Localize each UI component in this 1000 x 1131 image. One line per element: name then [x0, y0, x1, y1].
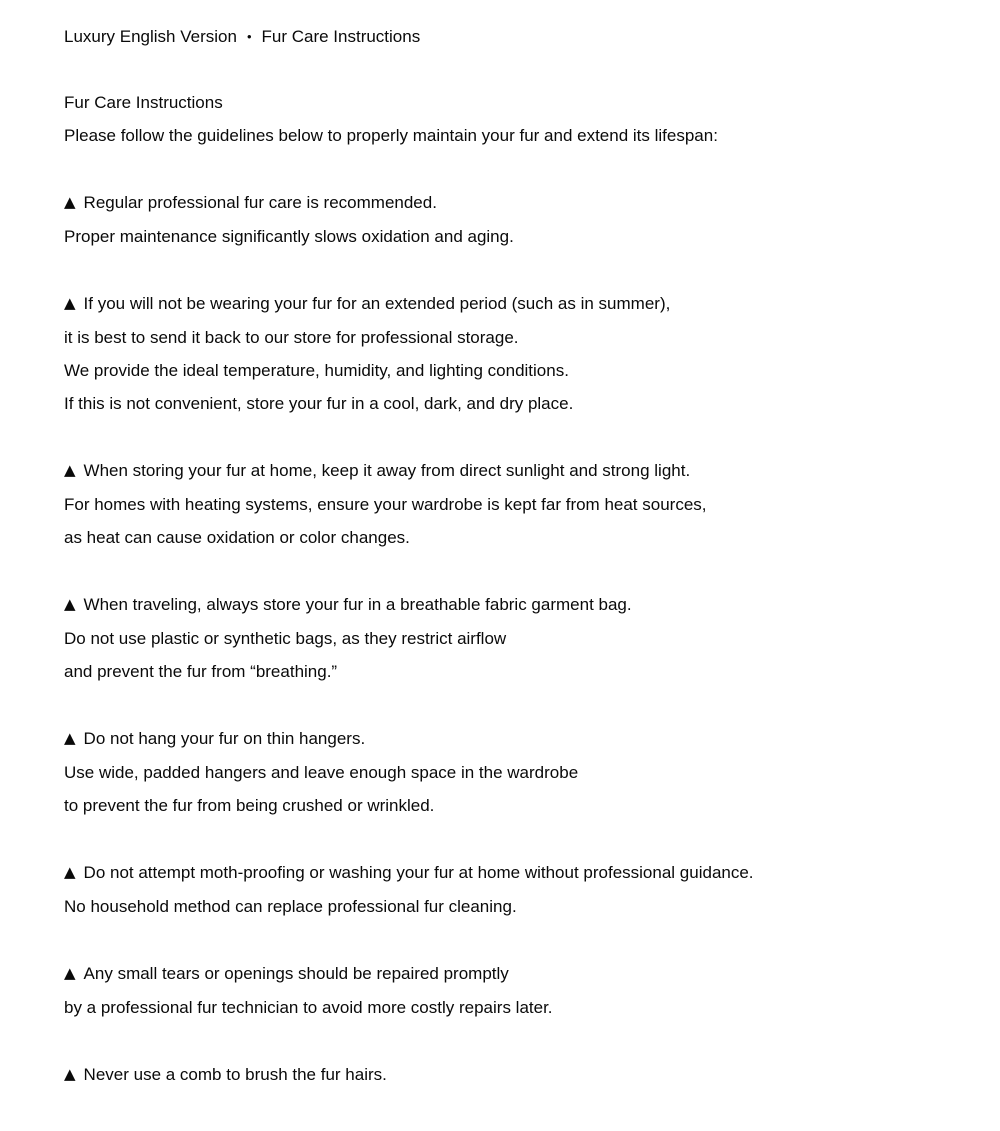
instruction-line: We provide the ideal temperature, humidity, and lighting conditions.: [64, 361, 569, 380]
triangle-bullet-icon: ▲: [64, 461, 76, 479]
instruction-line: by a professional fur technician to avoid more costly repairs later.: [64, 998, 553, 1017]
page-title: Fur Care Instructions: [64, 93, 223, 112]
care-instruction-item-8: [64, 1058, 940, 1092]
instruction-text: If you will not be wearing your fur for an extended period (such as in summer),: [83, 294, 671, 313]
triangle-bullet-icon: ▲: [64, 964, 76, 982]
intro-subtitle: Please follow the guidelines below to properly maintain your fur and extend its lifespan:: [64, 126, 718, 145]
instruction-text: When traveling, always store your fur in a breathable fabric garment bag.: [83, 595, 632, 614]
instruction-text: Any small tears or openings should be repaired promptly: [83, 964, 509, 983]
header-version-label: Luxury English Version: [64, 27, 237, 46]
instruction-text: When storing your fur at home, keep it away from direct sunlight and strong light.: [83, 461, 691, 480]
instruction-line: [64, 856, 940, 890]
instruction-line: [64, 454, 940, 488]
instruction-text: Do not attempt moth-proofing or washing your fur at home without professional guidance.: [83, 863, 754, 882]
care-instruction-item-6: [64, 856, 940, 923]
instruction-line: No household method can replace professional fur cleaning.: [64, 897, 517, 916]
instruction-line: [64, 957, 940, 991]
triangle-bullet-icon: ▲: [64, 294, 76, 312]
instruction-line: [64, 287, 940, 321]
instruction-line: If this is not convenient, store your fur in a cool, dark, and dry place.: [64, 394, 574, 413]
instruction-line: Do not use plastic or synthetic bags, as they restrict airflow: [64, 629, 507, 648]
instruction-text: Do not hang your fur on thin hangers.: [83, 729, 366, 748]
care-instruction-item-2: [64, 287, 940, 420]
instruction-line: Use wide, padded hangers and leave enough space in the wardrobe: [64, 763, 579, 782]
instruction-line: [64, 1058, 940, 1092]
care-instruction-item-1: [64, 186, 940, 253]
intro-section: [64, 86, 940, 152]
instruction-line: Proper maintenance significantly slows oxidation and aging.: [64, 227, 514, 246]
instruction-line: it is best to send it back to our store for professional storage.: [64, 328, 519, 347]
header-separator-dot: •: [246, 29, 252, 44]
instruction-line: [64, 588, 940, 622]
triangle-bullet-icon: ▲: [64, 729, 76, 747]
triangle-bullet-icon: ▲: [64, 1065, 76, 1083]
header-doc-title: Fur Care Instructions: [261, 27, 421, 46]
care-instruction-item-5: [64, 722, 940, 822]
document-header: [64, 20, 940, 53]
instruction-line: as heat can cause oxidation or color changes.: [64, 528, 410, 547]
care-instruction-item-7: [64, 957, 940, 1024]
instruction-line: and prevent the fur from “breathing.”: [64, 662, 338, 681]
instruction-text: Regular professional fur care is recommended.: [83, 193, 437, 212]
triangle-bullet-icon: ▲: [64, 863, 76, 881]
instruction-line: [64, 722, 940, 756]
triangle-bullet-icon: ▲: [64, 193, 76, 211]
instruction-line: [64, 186, 940, 220]
care-instruction-item-3: [64, 454, 940, 554]
care-instruction-item-4: [64, 588, 940, 688]
triangle-bullet-icon: ▲: [64, 595, 76, 613]
instruction-line: For homes with heating systems, ensure your wardrobe is kept far from heat sources,: [64, 495, 707, 514]
instruction-text: Never use a comb to brush the fur hairs.: [83, 1065, 387, 1084]
instruction-line: to prevent the fur from being crushed or wrinkled.: [64, 796, 435, 815]
